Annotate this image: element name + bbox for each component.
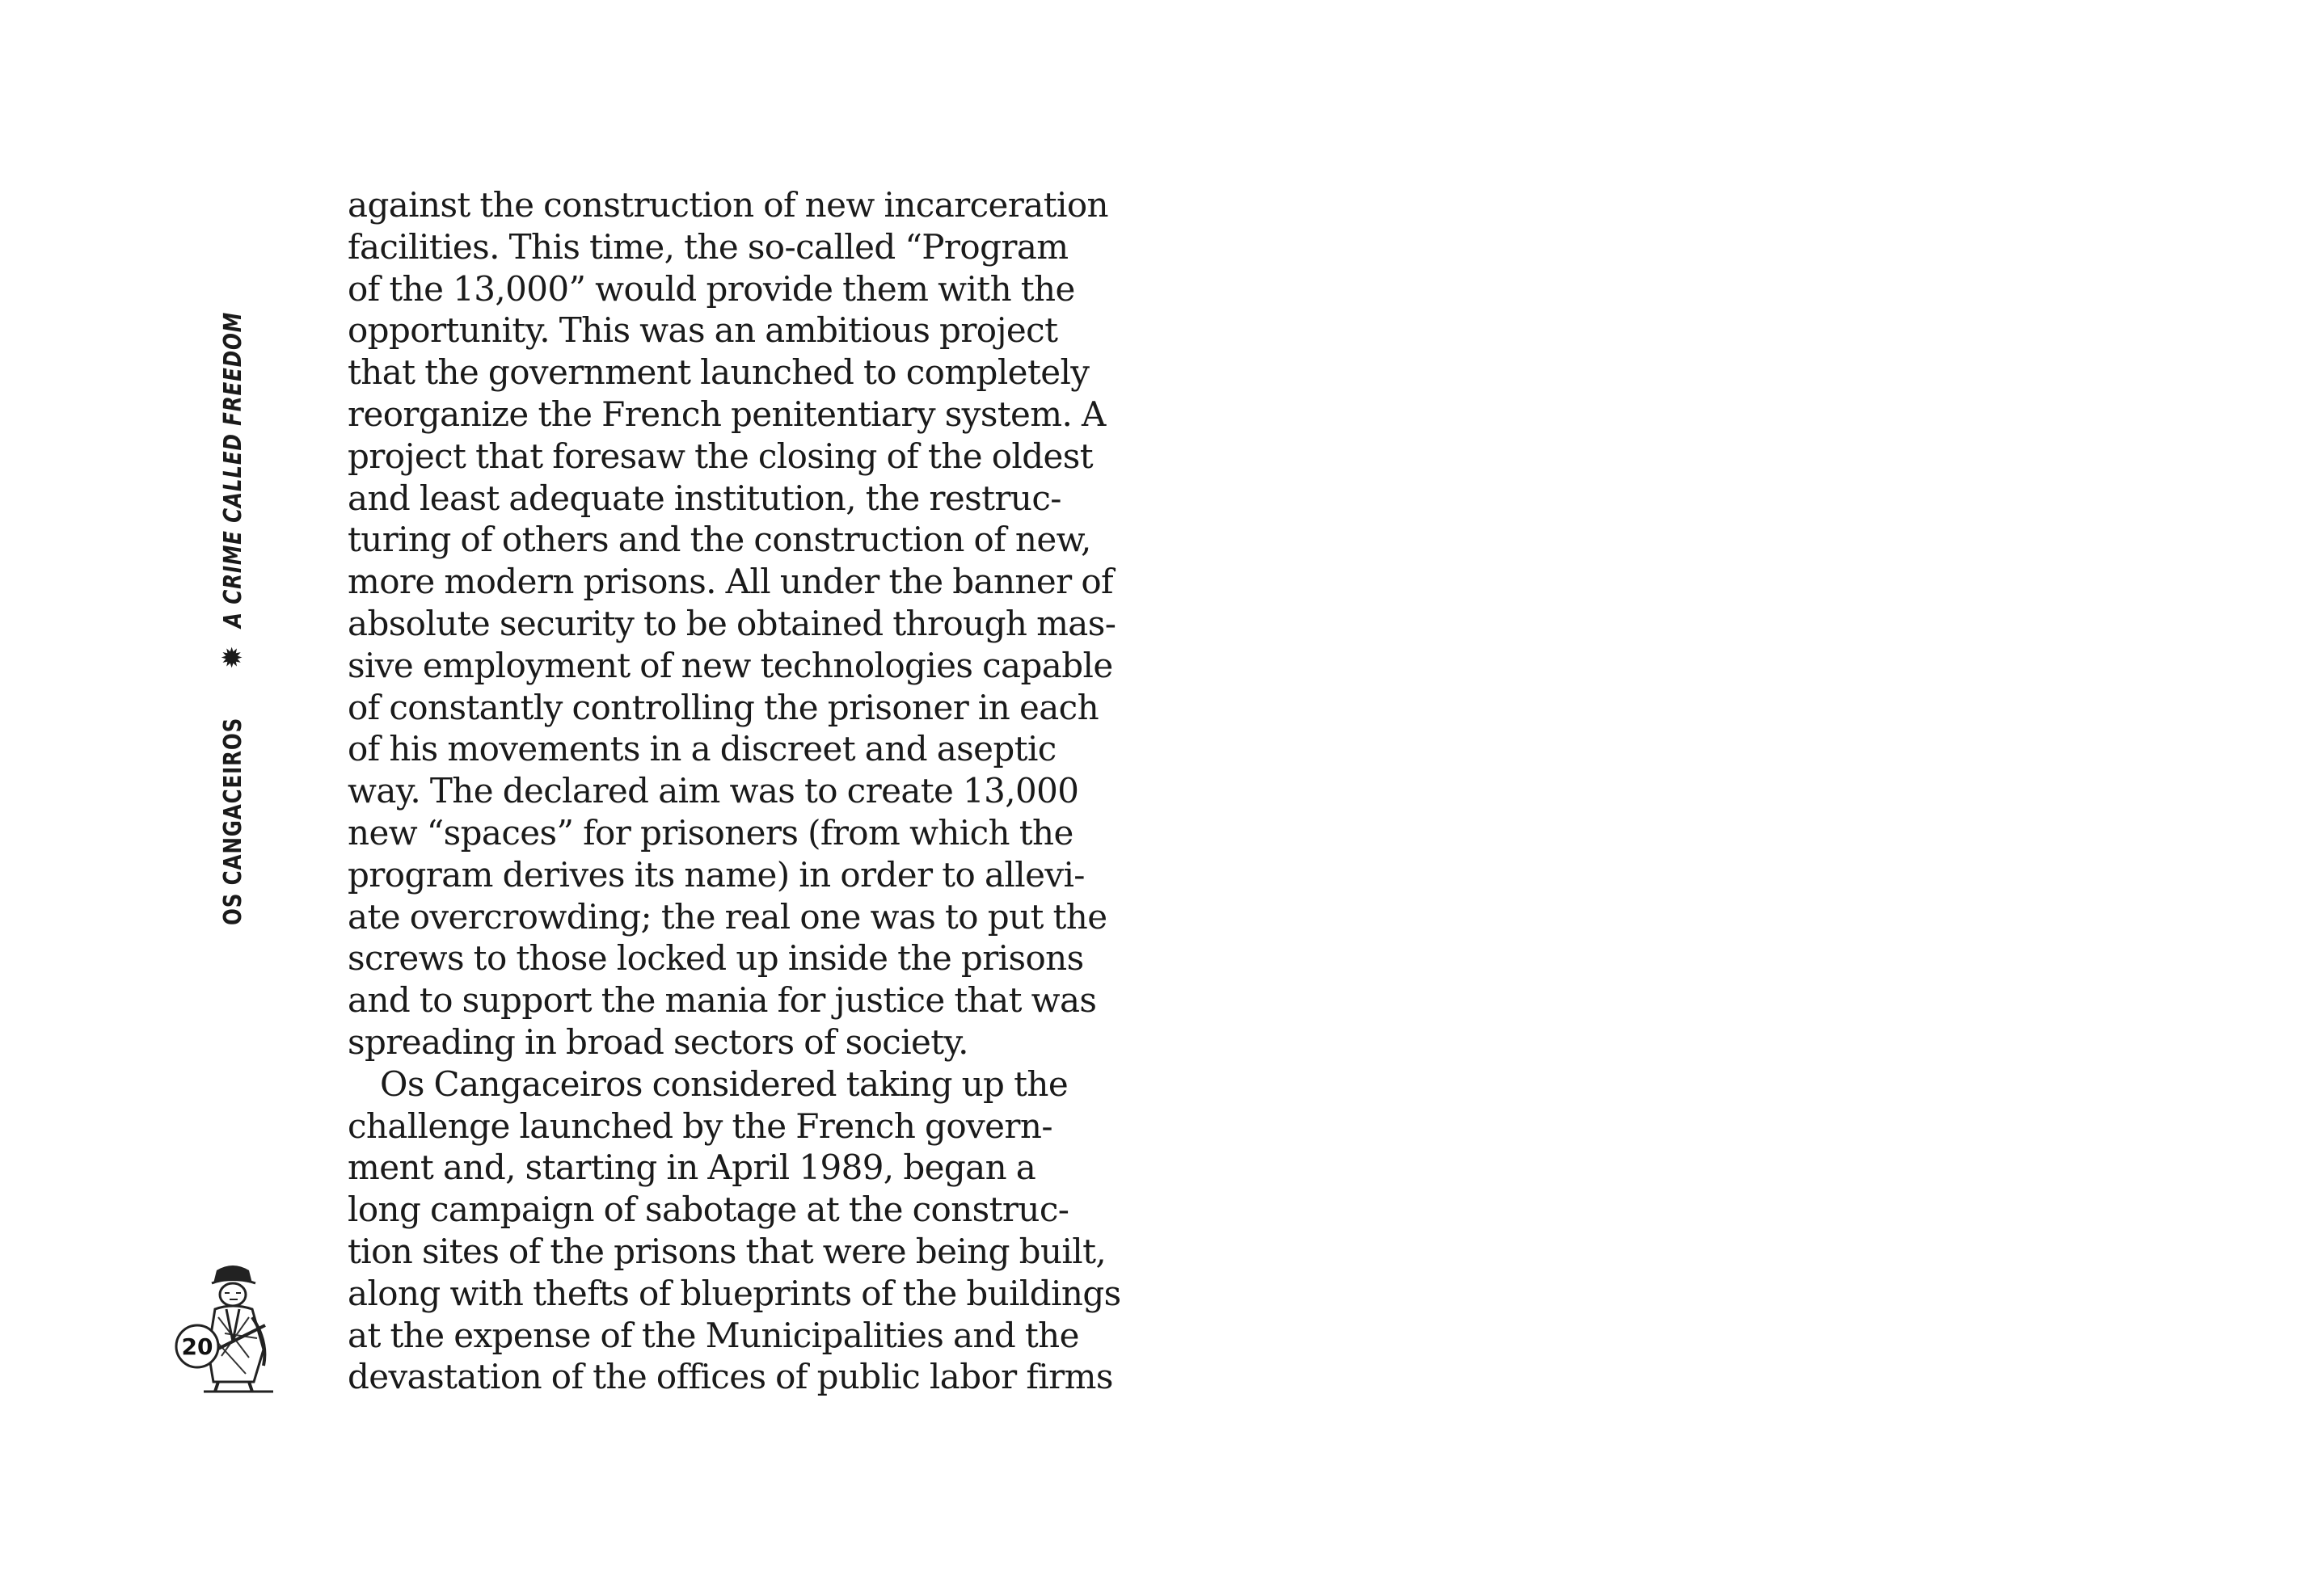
text-line: screws to those locked up inside the prisons [348, 938, 1084, 979]
text-line: Os Cangaceiros considered taking up the [380, 1063, 1069, 1104]
text-line: ate overcrowding; the real one was to put the [348, 896, 1107, 937]
text-line: new “spaces” for prisoners (from which the [348, 812, 1073, 853]
text-line: program derives its name) in order to allevi- [348, 854, 1085, 895]
text-line: of the 13,000” would provide them with the [348, 268, 1075, 309]
text-line: opportunity. This was an ambitious project [348, 310, 1058, 351]
text-line: spreading in broad sectors of society. [348, 1021, 968, 1062]
folio [168, 1261, 281, 1394]
running-head [217, 202, 249, 925]
text-line: tion sites of the prisons that were being built, [348, 1231, 1107, 1271]
text-line: of his movements in a discreet and aseptic [348, 729, 1057, 769]
text-line: sive employment of new technologies capable [348, 645, 1113, 685]
text-line: along with thefts of blueprints of the buildings [348, 1273, 1121, 1313]
text-line: devastation of the offices of public labor firms [348, 1357, 1113, 1397]
text-line: and least adequate institution, the restruc- [348, 478, 1061, 518]
asterisk-star-icon: ✹ [217, 645, 249, 669]
text-line: challenge launched by the French govern- [348, 1105, 1052, 1146]
text-line: that the government launched to completely [348, 352, 1090, 393]
text-line: at the expense of the Municipalities and the [348, 1315, 1079, 1355]
text-line: absolute security to be obtained through mas- [348, 603, 1116, 643]
text-line: facilities. This time, the so-called “Program [348, 226, 1069, 267]
body-text [348, 184, 1121, 1398]
paragraph-1 [348, 184, 1116, 1063]
text-line: way. The declared aim was to create 13,000 [348, 771, 1079, 811]
paragraph-2 [348, 1063, 1121, 1398]
text-line: of constantly controlling the prisoner in each [348, 687, 1099, 727]
text-line: against the construction of new incarceration [348, 185, 1108, 225]
text-line: ment and, starting in April 1989, began a [348, 1148, 1036, 1188]
text-line: turing of others and the construction of new, [348, 520, 1091, 560]
text-line: reorganize the French penitentiary system. A [348, 394, 1106, 434]
text-line: long campaign of sabotage at the construc- [348, 1190, 1069, 1230]
running-head-author: OS CANGACEIROS [218, 717, 247, 925]
page-number: 20 [181, 1333, 213, 1360]
text-line: project that foresaw the closing of the oldest [348, 436, 1093, 476]
text-line: more modern prisons. All under the banner of [348, 562, 1113, 602]
running-head-title: A CRIME CALLED FREEDOM [218, 311, 247, 628]
text-line: and to support the mania for justice that was [348, 980, 1097, 1021]
